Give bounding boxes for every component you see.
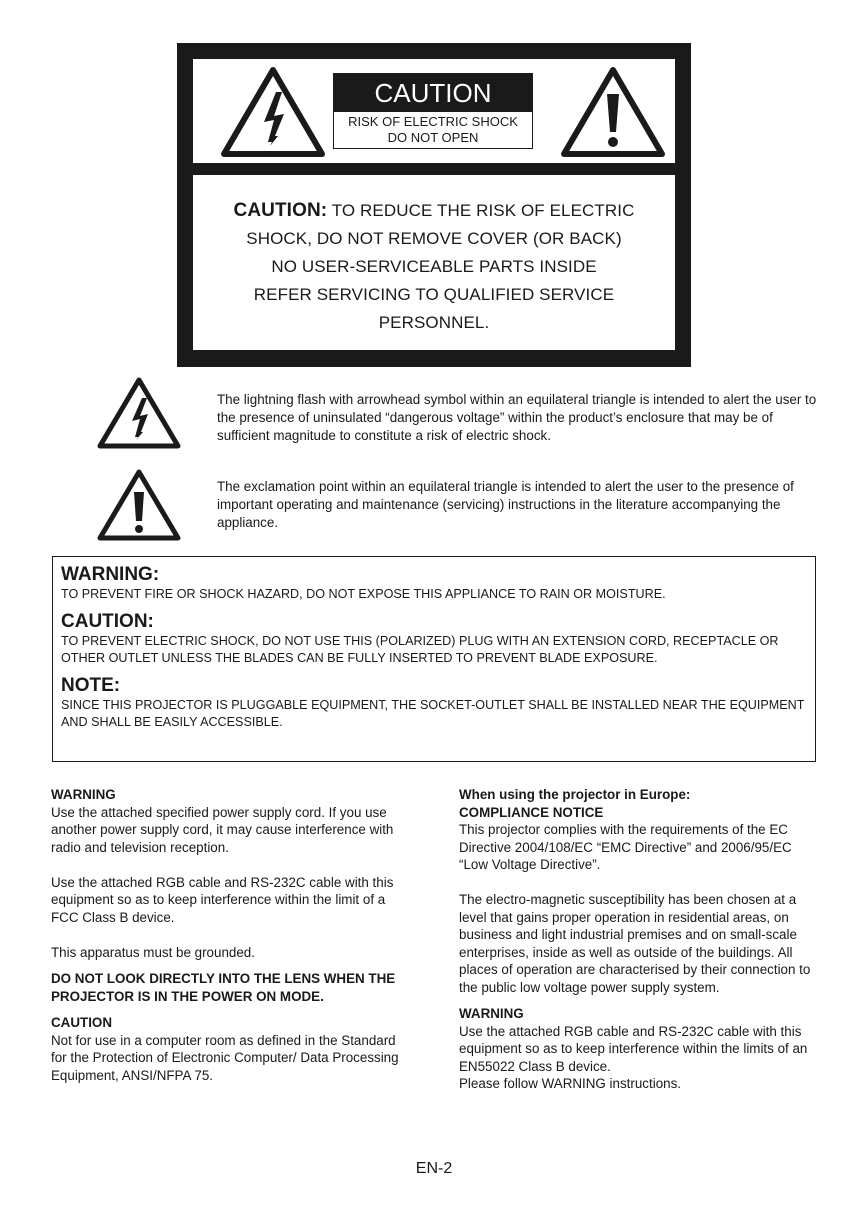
left-warning-heading: WARNING <box>51 787 116 802</box>
susceptibility-text: The electro-magnetic susceptibility has been chosen at a level that gains proper operation in residential areas, on business and light industrial premises and on small-scale enterprises, inside as well as outside of the buildings. All places of operation are characterised by their connection to the public low voltage power supply system. <box>459 892 811 995</box>
right-column <box>459 786 819 1093</box>
caution-sign-subtitle-line2: DO NOT OPEN <box>387 130 479 145</box>
right-warning-text: Use the attached RGB cable and RS-232C cable with this equipment so as to keep interference within the limits of an EN55022 Class B device. <box>459 1023 808 1074</box>
compliance-heading: COMPLIANCE NOTICE <box>459 804 604 820</box>
lightning-triangle-icon <box>220 66 326 158</box>
caution-label-line2: SHOCK, DO NOT REMOVE COVER (OR BACK) <box>246 229 622 248</box>
warning-heading: WARNING: <box>61 564 160 585</box>
left-caution-text: Not for use in a computer room as defined in the Standard for the Protection of Electronic Computer/ Data Processing Equipment, ANSI/NFPA 75. <box>51 1032 399 1083</box>
caution-sign-subtitle-line1: RISK OF ELECTRIC SHOCK <box>348 114 518 129</box>
caution-label-line5: PERSONNEL. <box>378 313 490 332</box>
note-text: SINCE THIS PROJECTOR IS PLUGGABLE EQUIPMENT, THE SOCKET-OUTLET SHALL BE INSTALLED NEAR THE EQUIPMENT AND SHALL BE EASILY ACCESSIBLE. <box>61 698 805 729</box>
caution-label-line4: REFER SERVICING TO QUALIFIED SERVICE <box>253 285 615 304</box>
left-column <box>51 786 411 1084</box>
page-number: EN-2 <box>415 1160 453 1177</box>
right-warning-heading: WARNING <box>459 1006 524 1021</box>
caution-label-line1-text: TO REDUCE THE RISK OF ELECTRIC <box>331 201 635 220</box>
caution-heading: CAUTION: <box>61 611 154 632</box>
caution-label-lead: CAUTION: <box>233 200 328 221</box>
left-caution-heading: CAUTION <box>51 1015 112 1030</box>
lens-warning: DO NOT LOOK DIRECTLY INTO THE LENS WHEN THE PROJECTOR IS IN THE POWER ON MODE. <box>51 971 396 1004</box>
left-warning-paragraph-1: Use the attached specified power supply cord. If you use another power supply cord, it may cause interference with radio and television reception. <box>51 804 394 855</box>
caution-sign-title: CAUTION <box>334 74 532 112</box>
caution-label-text <box>193 197 675 337</box>
warning-box <box>52 556 816 762</box>
exclamation-symbol-description: The exclamation point within an equilateral triangle is intended to alert the user to the presence of important operating and maintenance (servicing) instructions in the literature accompanying the appliance. <box>217 479 794 530</box>
europe-heading: When using the projector in Europe: <box>459 787 691 802</box>
exclamation-triangle-icon <box>97 468 181 542</box>
compliance-text: This projector complies with the requirements of the EC Directive 2004/108/EC “EMC Directive” and 2006/95/EC “Low Voltage Directive”. <box>459 822 792 872</box>
lightning-triangle-icon <box>97 376 181 450</box>
warning-text: TO PREVENT FIRE OR SHOCK HAZARD, DO NOT EXPOSE THIS APPLIANCE TO RAIN OR MOISTURE. <box>61 587 666 601</box>
caution-label-line1 <box>193 197 675 225</box>
caution-label-line3: NO USER-SERVICEABLE PARTS INSIDE <box>271 257 597 276</box>
lightning-symbol-description: The lightning flash with arrowhead symbol within an equilateral triangle is intended to alert the user to the presence of uninsulated “dangerous voltage” within the product’s enclosure that may be of sufficient magnitude to constitute a risk of electric shock. <box>217 392 817 443</box>
right-warning-follow: Please follow WARNING instructions. <box>459 1076 682 1091</box>
caution-text: TO PREVENT ELECTRIC SHOCK, DO NOT USE THIS (POLARIZED) PLUG WITH AN EXTENSION CORD, RECEPTACLE OR OTHER OUTLET UNLESS THE BLADES CAN BE FULLY INSERTED TO PREVENT BLADE EXPOSURE. <box>61 634 779 665</box>
caution-label-body <box>193 175 675 350</box>
caution-label-header <box>193 59 675 163</box>
caution-label <box>177 43 691 367</box>
exclamation-triangle-icon <box>560 66 666 158</box>
caution-sign <box>333 73 533 149</box>
left-warning-paragraph-3: This apparatus must be grounded. <box>51 944 255 960</box>
left-warning-paragraph-2: Use the attached RGB cable and RS-232C cable with this equipment so as to keep interference within the limit of a FCC Class B device. <box>51 874 394 925</box>
caution-sign-subtitle <box>334 112 532 146</box>
note-heading: NOTE: <box>61 675 121 696</box>
